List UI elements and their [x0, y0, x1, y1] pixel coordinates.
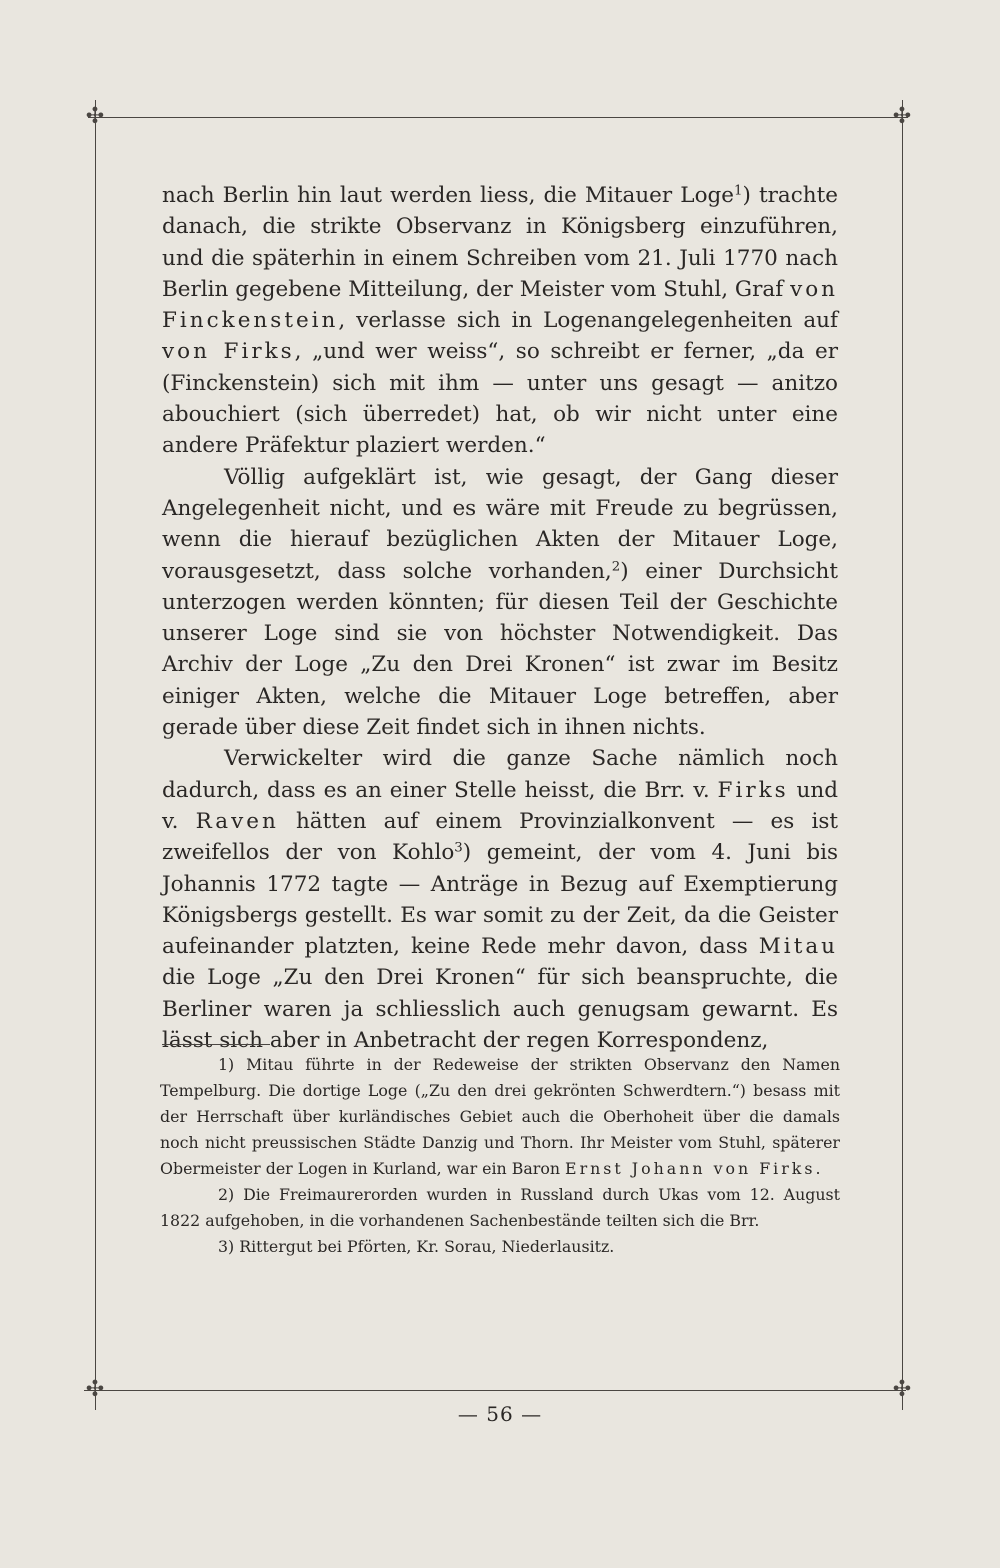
- footnote: [160, 1182, 840, 1234]
- paragraph: [162, 462, 838, 744]
- paragraph: [162, 180, 838, 462]
- footnotes: [160, 1052, 840, 1260]
- text-run: Völlig aufgeklärt ist, wie gesagt, der Gang dieser Angelegenheit nicht, und es wäre mit Freude zu begrüssen, wenn die hierauf bezüglichen Akten der Mitauer Loge, vorausgesetzt, dass solche vorhanden,: [162, 464, 838, 584]
- text-run: , verlasse sich in Logenangelegenheiten auf: [338, 308, 838, 334]
- text-run: , „und wer weiss“, so schreibt er ferner, „da er (Finckenstein) sich mit ihm — unter uns gesagt — anitzo abouchiert (sich überredet) hat, ob wir nicht unter eine andere Präfektur plaziert werden.“: [162, 339, 838, 459]
- cross-ornament-icon: ✣: [85, 104, 105, 129]
- paragraph: [162, 743, 838, 1056]
- text-run: ) gemeint, der vom 4. Juni bis Johannis 1772 tagte — Anträge in Bezug auf Exemptierung Königsbergs gestellt. Es war somit zu der Zeit, da die Geister aufeinander platzten, keine Rede mehr davon, dass: [162, 840, 838, 960]
- footnote-marker: 2: [611, 559, 621, 575]
- text-run: 3) Rittergut bei Pförten, Kr. Sorau, Niederlausitz.: [218, 1237, 615, 1256]
- frame-top-rule: [88, 117, 908, 118]
- spaced-name: Ernst Johann von Firks: [565, 1159, 816, 1178]
- text-run: 1) Mitau führte in der Redeweise der strikten Observanz den Namen Tempelburg. Die dortige Loge („Zu den drei gekrönten Schwerdtern.“) besass mit der Herrschaft über kurländisches Gebiet auch die Oberhoheit über die damals noch nicht preussischen Städte Danzig und Thorn. Ihr Meister vom Stuhl, späterer Obermeister der Logen in Kurland, war ein Baron: [160, 1055, 840, 1178]
- footnote: [160, 1234, 840, 1260]
- cross-ornament-icon: ✣: [85, 1377, 105, 1402]
- cross-ornament-icon: ✣: [892, 104, 912, 129]
- text-run: Verwickelter wird die ganze Sache nämlich noch dadurch, dass es an einer Stelle heisst, die Brr. v.: [162, 746, 838, 803]
- text-run: ) einer Durchsicht unterzogen werden könnten; für diesen Teil der Geschichte unserer Loge sind sie von höchster Notwendigkeit. Das Archiv der Loge „Zu den Drei Kronen“ ist zwar im Besitz einiger Akten, welche die Mitauer Loge betreffen, aber gerade über diese Zeit findet sich in ihnen nichts.: [162, 558, 838, 741]
- text-run: nach Berlin hin laut werden liess, die Mitauer Loge: [162, 183, 735, 208]
- body-text: [162, 180, 838, 1056]
- frame-right-rule: [902, 100, 903, 1410]
- spaced-name: Raven: [195, 808, 279, 834]
- page-number: — 56 —: [457, 1402, 543, 1426]
- frame-left-rule: [95, 100, 96, 1410]
- text-run: die Loge „Zu den Drei Kronen“ für sich beanspruchte, die Berliner waren ja schliesslich auch genugsam gewarnt. Es lässt sich aber in Anbetracht der regen Korrespondenz,: [162, 965, 838, 1054]
- footnote-marker: 1: [734, 183, 743, 199]
- cross-ornament-icon: ✣: [892, 1377, 912, 1402]
- frame-bottom-rule: [84, 1390, 906, 1391]
- text-run: 2) Die Freimaurerorden wurden in Russland durch Ukas vom 12. August 1822 aufgehoben, in die vorhandenen Sachenbestände teilten sich die Brr.: [160, 1185, 840, 1230]
- footnote: [160, 1052, 840, 1182]
- spaced-name: Firks: [717, 777, 789, 803]
- spaced-name: von Firks: [162, 339, 295, 365]
- text-run: ) trachte danach, die strikte Observanz in Königsberg einzuführen, und die späterhin in einem Schreiben vom 21. Juli 1770 nach Berlin gegebene Mitteilung, der Meister vom Stuhl, Graf: [162, 183, 838, 302]
- spaced-name: von Finckenstein: [162, 276, 838, 334]
- footnote-separator: [162, 1044, 270, 1045]
- text-run: .: [815, 1159, 821, 1178]
- text-run: hätten auf einem Provinzialkonvent — es ist zweifellos der von Kohlo: [162, 808, 839, 866]
- text-run: und v.: [162, 777, 838, 834]
- spaced-name: Mitau: [758, 934, 838, 960]
- footnote-marker: 3: [454, 840, 463, 856]
